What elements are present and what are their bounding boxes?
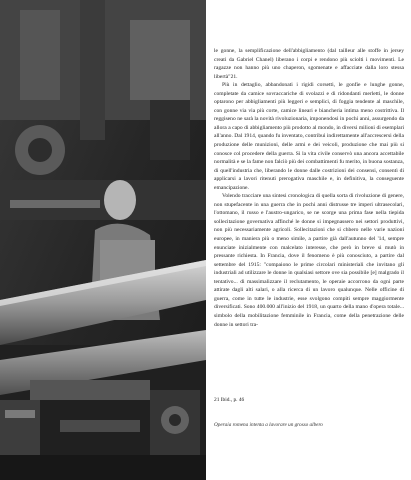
body-text xyxy=(214,47,404,329)
paragraph: le gonne, la semplificazione dell'abbigliamento (dal tailleur alle stoffe in jersey creati da Gabriel Chanel) liberano i corpi e rendono più sciolti i movimenti. Le ragazze non hanno più uno chaperon, sgomenate e affacciate dalla loro stessa libertà"21. xyxy=(214,48,404,80)
footnote: 21 Ibid., p. 46 xyxy=(214,397,245,403)
paragraph: Più in dettaglio, abbandonati i rigidi corsetti, le gonfie e lunghe gonne, completate da camice sovraccariche di svolazzi e di ridondanti merletti, le donne optarono per abbigliamenti più leggeri e semplici, di foggia tendente al maschile, con gonne via via più corte, camice lineari e biancheria intima meno costrittiva. Il reggiseno ne sarà la novità rivoluzionaria, imponendosi in pochi anni, assurgendo da allora a capo di abbigliamento più prodotto al mondo, in diversi milioni di esemplari all'anno. Dal 1914, quando fu inventato, contribuì indirettamente all'accrescersi della produzione delle munizioni, delle armi e dei veicoli, produzione che mai più si conosce col procedere della guerra. Si la vita civile conservò una ancora accettabile normalità e se la fame non falcìò più dei combattimenti fu merito, in buona sostanza, di quell'industria che, liberando le donne dalle costrizioni dei consensi, consentì di applicarsi a lavori ritenuti prerogativa maschile e, in definitiva, la conseguente emancipazione. xyxy=(214,82,404,191)
photo-caption: Operaia romena intenta a lavorare un grosso albero xyxy=(214,422,323,428)
paragraph: Volendo tracciare una sintesi cronologica di quella sorta di rivoluzione di genere, non stupefacente in una guerra che in pochi anni distrusse tre imperi ultrasecolari, l'ottomano, il russo e l'austro-ungarico, se ne scorge una prima fase nella tiepida sollecitazione governativa affinché le donne si impegnassero nei settori produttivi, non più necessariamente agricoli. Sollecitazioni che si chbero nelle varie nazioni europee, in maniera più o meno simile, a partire già dall'autunno del '14, sempre enunciate inizialmente con malcelato interesse, che però in breve si mutò in pressante richiesta. In Francia, dove il fenomeno è più conosciuto, a partire dal settembre del 1915: "compaiono le prime circolari ministeriali che invitano gli industriali ad utilizzare le donne in qualsiasi settore ove sia possibile [e] malgrado il tentativo... di massimalizzare il reclutamento, le operaie accorrono da ogni parte attirate dagli alti salari, o alla ricerca di un lavoro qualunque. Nelle officine di guerra, come in tutte le industrie, esse svolgono compiti sempre maggiormente diversificati. Sono 400.000 all'inizio del 1918, un quarto della mano d'opera totale... simbolo della mobilitazione femminile in Francia, come della penetrazione delle donne in settori tra- xyxy=(214,193,404,328)
